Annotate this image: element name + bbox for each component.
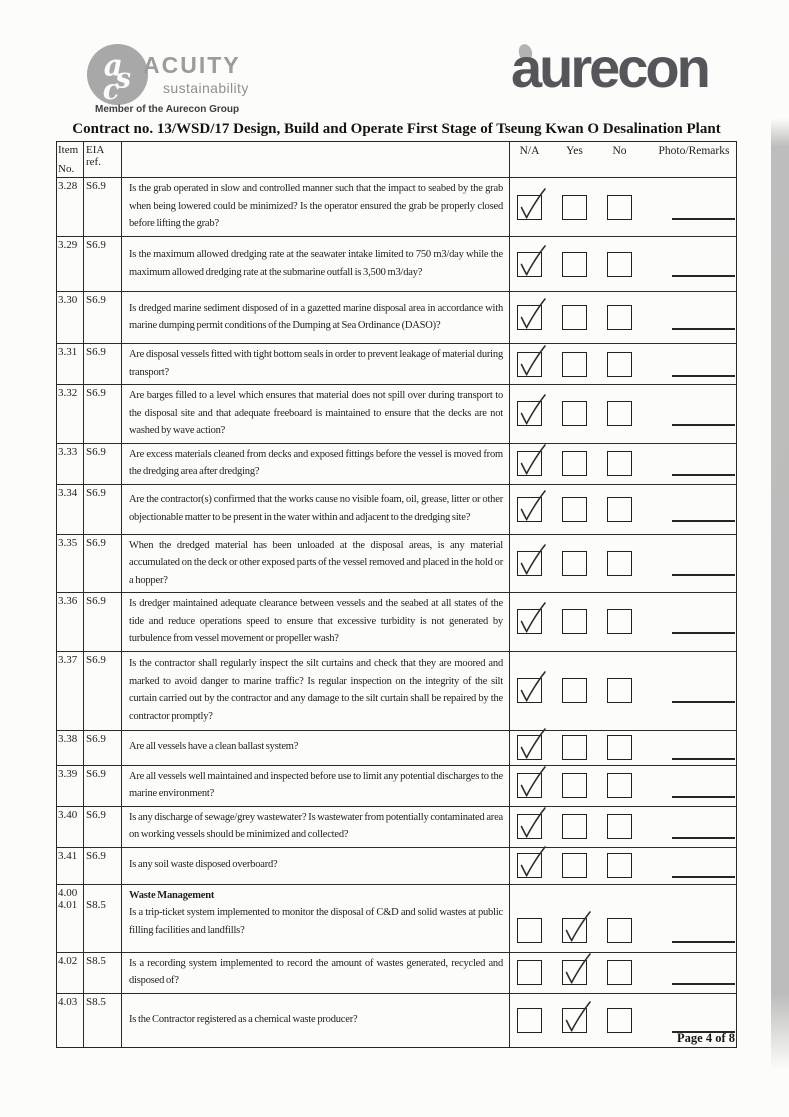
check-mark-icon: [517, 678, 547, 704]
checkbox-yes[interactable]: [562, 609, 587, 634]
question-text: Is a trip-ticket system implemented to monitor the disposal of C&D and solid wastes at public filling facilities and landfills?: [129, 907, 503, 936]
checkbox-no[interactable]: [607, 451, 632, 476]
check-mark-icon: [517, 853, 547, 879]
eia-ref: S6.9: [86, 849, 106, 862]
check-mark-icon: [517, 252, 547, 278]
question-text: Is the grab operated in slow and controlled manner such that the impact to seabed by the grab when being lowered could be minimized? Is the operator ensured the grab be properly closed before lifting the grab?: [129, 183, 503, 230]
check-mark-icon: [517, 497, 547, 523]
question-text: Are excess materials cleaned from decks and exposed fittings before the vessel is moved from the dredging area after dredging?: [129, 448, 503, 477]
item-number: 3.33: [58, 445, 78, 458]
item-number: 3.34: [58, 486, 78, 499]
table-row: [57, 807, 736, 848]
checkbox-no[interactable]: [607, 305, 632, 330]
check-mark-icon: [517, 195, 547, 221]
checkbox-no[interactable]: [607, 497, 632, 522]
remarks-line[interactable]: [672, 328, 735, 330]
checkbox-no[interactable]: [607, 853, 632, 878]
table-row: [57, 953, 736, 994]
scan-shadow-artifact: [771, 118, 789, 1070]
checkbox-no[interactable]: [607, 960, 632, 985]
eia-ref: S8.5: [86, 954, 106, 967]
item-number: 3.28: [58, 180, 78, 192]
remarks-line[interactable]: [672, 758, 735, 760]
check-mark-icon: [562, 960, 592, 986]
table-row: [57, 766, 736, 807]
remarks-line[interactable]: [672, 837, 735, 839]
checkbox-yes[interactable]: [562, 497, 587, 522]
checkbox-na[interactable]: [517, 401, 542, 426]
remarks-line[interactable]: [672, 275, 735, 277]
checkbox-yes[interactable]: [562, 551, 587, 576]
table-row: [57, 885, 736, 953]
checkbox-yes[interactable]: [562, 1008, 587, 1033]
checkbox-yes[interactable]: [562, 960, 587, 985]
header-question-column: [122, 142, 510, 177]
check-mark-icon: [517, 401, 547, 427]
checkbox-yes[interactable]: [562, 735, 587, 760]
checkbox-no[interactable]: [607, 609, 632, 634]
checkbox-yes[interactable]: [562, 305, 587, 330]
checkbox-yes[interactable]: [562, 853, 587, 878]
eia-ref: S8.5: [86, 995, 106, 1008]
member-of-aurecon-text: Member of the Aurecon Group: [95, 104, 240, 115]
table-row: [57, 593, 736, 652]
item-number: 4.00: [58, 886, 78, 899]
checkbox-no[interactable]: [607, 1008, 632, 1033]
checkbox-no[interactable]: [607, 352, 632, 377]
table-row: [57, 731, 736, 766]
header-eia-ref: EIA ref.: [84, 142, 122, 177]
page-title: Contract no. 13/WSD/17 Design, Build and Operate First Stage of Tseung Kwan O Desalination Plant: [72, 121, 721, 137]
header-photo-remarks: Photo/Remarks: [658, 145, 730, 157]
svg-text:c: c: [102, 74, 120, 106]
table-row: [57, 485, 736, 535]
checkbox-na[interactable]: [517, 1008, 542, 1033]
header-yes: Yes: [566, 145, 583, 157]
check-mark-icon: [562, 918, 592, 944]
item-number: 4.02: [58, 954, 78, 967]
table-header-row: [57, 142, 736, 178]
checkbox-no[interactable]: [607, 551, 632, 576]
header-item-no: Item No.: [57, 142, 84, 177]
checkbox-na[interactable]: [517, 960, 542, 985]
checkbox-na[interactable]: [517, 678, 542, 703]
acuity-logo-name: ACUITY: [143, 52, 241, 78]
check-mark-icon: [517, 551, 547, 577]
checkbox-no[interactable]: [607, 773, 632, 798]
checkbox-na[interactable]: [517, 609, 542, 634]
checkbox-no[interactable]: [607, 195, 632, 220]
aurecon-wordmark: aurecon: [511, 36, 708, 99]
check-mark-icon: [517, 609, 547, 635]
svg-text:a: a: [103, 47, 123, 83]
question-text: Is dredger maintained adequate clearance between vessels and the seabed at all states of the tide and reduce operations speed to ensure that excessive turbidity is not generated by turbulence from vessel movement or propeller wash?: [129, 598, 503, 644]
eia-ref: S6.9: [86, 445, 106, 458]
remarks-line[interactable]: [672, 632, 735, 634]
item-number: 3.36: [58, 595, 78, 607]
eia-ref: S6.9: [86, 239, 106, 251]
question-text: Is the contractor shall regularly inspect the silt curtains and check that they are moored and marked to avoid danger to marine traffic? Is regular inspection on the integrity of the silt curtain carried out by the contractor and any damage to the silt curtain shall be repaired by the contractor promptly?: [129, 658, 503, 722]
section-title: Waste Management: [129, 889, 215, 901]
remarks-line[interactable]: [672, 574, 735, 576]
checkbox-yes[interactable]: [562, 678, 587, 703]
item-number: 3.40: [58, 808, 78, 821]
item-number: 3.35: [58, 536, 78, 549]
question-text: Are all vessels well maintained and inspected before use to limit any potential discharges to the marine environment?: [129, 770, 503, 799]
question-text: Is a recording system implemented to record the amount of wastes generated, recycled and disposed of?: [129, 957, 503, 986]
remarks-line[interactable]: [672, 474, 735, 476]
item-number: 3.29: [58, 239, 78, 251]
checkbox-yes[interactable]: [562, 195, 587, 220]
checkbox-yes[interactable]: [562, 918, 587, 943]
checkbox-yes[interactable]: [562, 814, 587, 839]
item-number: 3.31: [58, 346, 78, 358]
question-text: Is any soil waste disposed overboard?: [129, 859, 278, 871]
remarks-line[interactable]: [672, 701, 735, 703]
checkbox-na[interactable]: [517, 305, 542, 330]
question-text: Are the contractor(s) confirmed that the works cause no visible foam, oil, grease, litter or other objectionable matter to be present in the water within and adjacent to the dredging site?: [129, 494, 503, 523]
checkbox-na[interactable]: [517, 853, 542, 878]
eia-ref: S6.9: [86, 808, 106, 821]
checkbox-no[interactable]: [607, 678, 632, 703]
eia-ref: S6.9: [86, 595, 106, 607]
table-row: [57, 344, 736, 385]
table-row: [57, 535, 736, 594]
question-text: When the dredged material has been unloaded at the disposal areas, is any material accumulated on the deck or other exposed parts of the vessel removed and placed in the hold or a hopper?: [129, 539, 503, 586]
table-body: [57, 178, 736, 1047]
checkbox-na[interactable]: [517, 551, 542, 576]
page-number: Page 4 of 8: [677, 1031, 735, 1045]
check-mark-icon: [517, 773, 547, 799]
check-mark-icon: [517, 305, 547, 331]
checkbox-no[interactable]: [607, 252, 632, 277]
checkbox-no[interactable]: [607, 735, 632, 760]
check-mark-icon: [517, 451, 547, 477]
question-text: Are all vessels have a clean ballast system?: [129, 741, 299, 753]
check-mark-icon: [562, 1008, 592, 1034]
header-no: No: [612, 145, 627, 157]
question-text: Is the Contractor registered as a chemical waste producer?: [129, 1013, 358, 1025]
svg-text:s: s: [115, 62, 132, 95]
acuity-logo-subtitle: sustainability: [163, 80, 249, 96]
check-mark-icon: [517, 352, 547, 378]
checkbox-na[interactable]: [517, 814, 542, 839]
table-row: [57, 652, 736, 731]
eia-ref: S6.9: [86, 536, 106, 549]
checkbox-yes[interactable]: [562, 773, 587, 798]
question-text: Is any discharge of sewage/grey wastewater? Is wastewater from potentially contaminated area on working vessels should be minimized and collected?: [129, 811, 503, 840]
table-row: [57, 994, 736, 1047]
checkbox-na[interactable]: [517, 195, 542, 220]
checkbox-no[interactable]: [607, 918, 632, 943]
checkbox-na[interactable]: [517, 252, 542, 277]
eia-ref: S6.9: [86, 486, 106, 499]
check-mark-icon: [517, 814, 547, 840]
header-na: N/A: [519, 145, 540, 157]
eia-ref: S6.9: [86, 732, 106, 745]
eia-ref: [86, 887, 120, 899]
checkbox-yes[interactable]: [562, 401, 587, 426]
eia-ref: S6.9: [86, 180, 106, 192]
header-answer-columns: [510, 142, 736, 177]
checkbox-na[interactable]: [517, 451, 542, 476]
checkbox-na[interactable]: [517, 352, 542, 377]
checkbox-na[interactable]: [517, 735, 542, 760]
remarks-line[interactable]: [672, 941, 735, 943]
remarks-line[interactable]: [672, 424, 735, 426]
remarks-line[interactable]: [672, 218, 735, 220]
item-number: 3.41: [58, 849, 78, 862]
question-text: Is the maximum allowed dredging rate at the seawater intake limited to 750 m3/day while the maximum allowed dredging rate at the submarine outfall is 3,500 m3/day?: [129, 249, 503, 278]
item-number: 4.01: [58, 898, 78, 911]
remarks-line[interactable]: [672, 520, 735, 522]
remarks-line[interactable]: [672, 375, 735, 377]
table-row: [57, 385, 736, 444]
eia-ref: S6.9: [86, 346, 106, 358]
table-row: [57, 444, 736, 485]
checkbox-na[interactable]: [517, 773, 542, 798]
eia-ref: S6.9: [86, 653, 106, 666]
item-number: 3.32: [58, 387, 78, 399]
table-row: [57, 237, 736, 292]
eia-ref: S6.9: [86, 387, 106, 399]
eia-ref: S8.5: [86, 898, 106, 911]
eia-ref: S6.9: [86, 294, 106, 306]
checkbox-no[interactable]: [607, 814, 632, 839]
table-row: [57, 292, 736, 344]
remarks-line[interactable]: [672, 796, 735, 798]
item-number: 3.30: [58, 294, 78, 306]
question-text: Are disposal vessels fitted with tight bottom seals in order to prevent leakage of material during transport?: [129, 349, 503, 378]
item-number: 4.03: [58, 995, 78, 1008]
checkbox-na[interactable]: [517, 497, 542, 522]
item-number: 3.37: [58, 653, 78, 666]
remarks-line[interactable]: [672, 983, 735, 985]
checkbox-yes[interactable]: [562, 451, 587, 476]
question-text: Are barges filled to a level which ensures that material does not spill over during transport to the disposal site and that adequate freeboard is maintained to ensure that the decks are not washed by wave action?: [129, 390, 503, 436]
remarks-line[interactable]: [672, 876, 735, 878]
item-number: 3.39: [58, 767, 78, 780]
checkbox-yes[interactable]: [562, 352, 587, 377]
table-row: [57, 848, 736, 885]
checkbox-no[interactable]: [607, 401, 632, 426]
eia-ref: S6.9: [86, 767, 106, 780]
check-mark-icon: [517, 735, 547, 761]
question-text: Is dredged marine sediment disposed of in a gazetted marine disposal area in accordance with marine dumping permit conditions of the Dumping at Sea Ordinance (DASO)?: [129, 302, 503, 331]
acuity-monogram-icon: [86, 43, 149, 106]
checkbox-yes[interactable]: [562, 252, 587, 277]
checkbox-na[interactable]: [517, 918, 542, 943]
checklist-table: [56, 141, 737, 1048]
table-row: [57, 178, 736, 237]
item-number: 3.38: [58, 732, 78, 745]
